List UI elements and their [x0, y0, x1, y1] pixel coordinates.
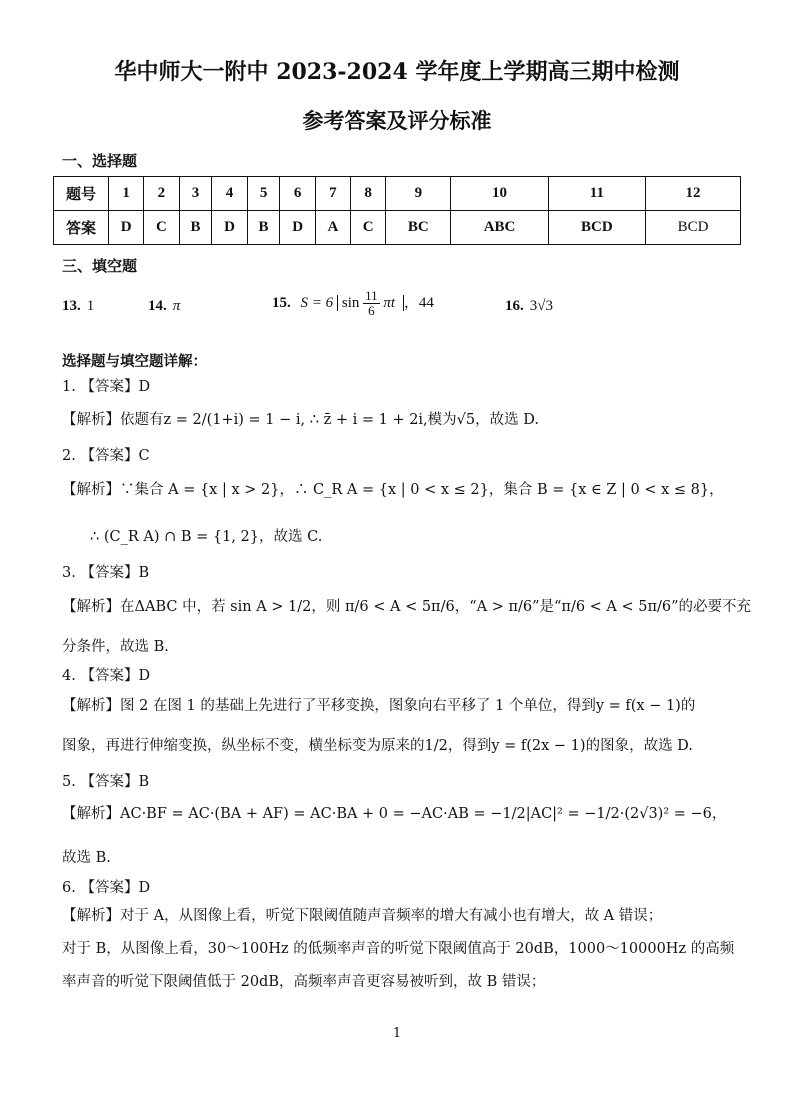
fill-q16 [505, 298, 553, 315]
explanation-line: 故选 B. [62, 850, 111, 866]
explanation-line: 【解析】∵集合 A = {x | x > 2}，∴ C_R A = {x | 0 < x ≤ 2}，集合 B = {x ∈ Z | 0 < x ≤ 8}， [62, 482, 724, 498]
q16-answer: 3√3 [529, 298, 553, 314]
number-cell: 6 [280, 177, 315, 211]
answer-line: 3. 【答案】B [62, 565, 150, 581]
answer-line: 5. 【答案】B [62, 774, 150, 790]
answer-cell: D [280, 211, 315, 245]
answer-cell: BCD [548, 211, 645, 245]
answer-line: 6. 【答案】D [62, 880, 151, 896]
number-cell: 5 [247, 177, 280, 211]
explanation-line: 【解析】图 2 在图 1 的基础上先进行了平移变换，图象向右平移了 1 个单位，得到y = f(x − 1)的 [62, 698, 696, 714]
explanation-line: 图象，再进行伸缩变换，纵坐标不变，横坐标变为原来的1/2，得到y = f(2x − 1)的图象，故选 D. [62, 738, 693, 754]
number-cell: 12 [646, 177, 741, 211]
q14-number: 14. [148, 298, 167, 314]
answer-cell: C [351, 211, 386, 245]
explanation-line: 率声音的听觉下限阈值低于 20dB，高频率声音更容易被听到，故 B 错误； [62, 974, 546, 990]
answer-cell: B [247, 211, 280, 245]
fill-q14 [148, 298, 180, 315]
number-cell: 4 [212, 177, 247, 211]
answer-line: 4. 【答案】D [62, 668, 151, 684]
q15-sin: sin [341, 295, 360, 312]
answer-table [53, 176, 741, 245]
number-cell: 9 [386, 177, 451, 211]
number-cell: 7 [315, 177, 350, 211]
q15-fraction [363, 289, 380, 319]
q14-answer: π [172, 298, 181, 314]
q15-abs [337, 288, 404, 319]
row-label-number: 题号 [54, 177, 109, 211]
table-row-numbers [54, 177, 741, 211]
q15-tail: πt [383, 295, 396, 312]
page-title: 华中师大一附中 2023-2024 学年度上学期高三期中检测 [114, 59, 680, 85]
answer-cell: ABC [451, 211, 548, 245]
fill-q15 [272, 289, 434, 319]
section-fill-heading: 三、填空题 [62, 257, 138, 275]
page-number: 1 [392, 1026, 402, 1041]
answer-line: 1. 【答案】D [62, 379, 151, 395]
explanation-line: 对于 B，从图像上看，30～100Hz 的低频率声音的听觉下限阈值高于 20dB，1000～10000Hz 的高频 [62, 941, 735, 957]
explanation-line: 【解析】依题有z = 2/(1+i) = 1 − i, ∴ z̄ + i = 1 + 2i,模为√5，故选 D. [62, 412, 539, 428]
answer-cell: B [179, 211, 212, 245]
number-cell: 10 [451, 177, 548, 211]
page-subtitle: 参考答案及评分标准 [302, 108, 492, 133]
q15-frac-num: 11 [365, 288, 378, 303]
number-cell: 11 [548, 177, 645, 211]
answer-cell: D [109, 211, 144, 245]
q15-prefix: S = 6 [300, 295, 334, 312]
fill-q13 [62, 298, 94, 315]
q15-number: 15. [272, 295, 291, 312]
answer-cell: BCD [646, 211, 741, 245]
q15-extra: ，44 [403, 295, 434, 312]
q13-number: 13. [62, 298, 81, 314]
answer-line: 2. 【答案】C [62, 448, 150, 464]
q15-frac-den: 6 [368, 303, 375, 319]
table-row-answers [54, 211, 741, 245]
explanation-line: 【解析】对于 A，从图像上看，听觉下限阈值随声音频率的增大有减小也有增大，故 A 错误； [62, 908, 663, 924]
number-cell: 2 [144, 177, 179, 211]
row-label-answer: 答案 [54, 211, 109, 245]
answer-cell: C [144, 211, 179, 245]
number-cell: 8 [351, 177, 386, 211]
explanation-line: ∴ (C_R A) ∩ B = {1, 2}，故选 C. [90, 529, 323, 545]
explanation-line: 【解析】在ΔABC 中，若 sin A > 1/2，则 π/6 < A < 5π/6，“A > π/6”是“π/6 < A < 5π/6”的必要不充 [62, 599, 752, 615]
detail-heading: 选择题与填空题详解： [62, 353, 207, 370]
explanation-line: 【解析】AC·BF = AC·(BA + AF) = AC·BA + 0 = −AC·AB = −1/2|AC|² = −1/2·(2√3)² = −6， [62, 806, 727, 822]
answer-cell: D [212, 211, 247, 245]
q16-number: 16. [505, 298, 524, 314]
explanation-line: 分条件，故选 B. [62, 639, 169, 655]
answer-cell: BC [386, 211, 451, 245]
number-cell: 3 [179, 177, 212, 211]
section-choice-heading: 一、选择题 [62, 152, 138, 170]
answer-cell: A [315, 211, 350, 245]
q13-answer: 1 [86, 298, 95, 314]
number-cell: 1 [109, 177, 144, 211]
